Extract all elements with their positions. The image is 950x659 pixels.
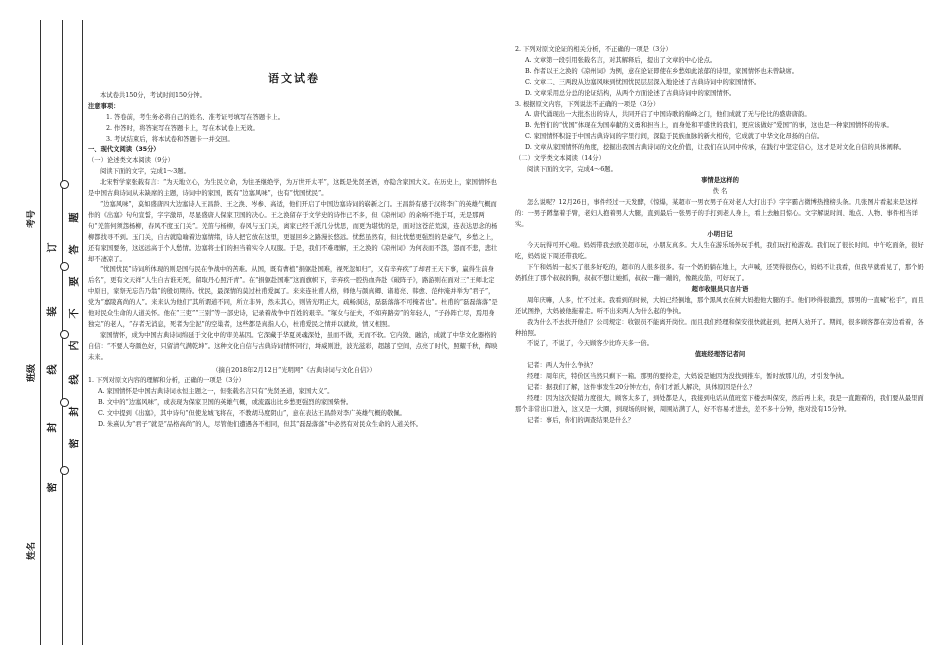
binding-hole-icon — [60, 330, 69, 339]
reading-instruction: 阅读下面的文字，完成4～6题。 — [527, 165, 617, 173]
exam-intro: 本试卷共150分，考试时间150分钟。 — [100, 91, 206, 99]
exam-title: 语文试卷 — [268, 72, 320, 85]
binding-hole-icon — [60, 466, 69, 475]
question: 3. 根据原文内容，下列说法不正确的一项是（3分） — [515, 100, 660, 108]
question-option: A. 家国情怀是中国古典诗词永恒主题之一，但张载名言只有“先贤圣道，家国大义”。 — [98, 388, 334, 396]
question-option: A. 唐代涌现出一大批杰出的诗人，共同开启了中国诗歌的巅峰之门，他们成就了无与伦比的盛唐唐韵。 — [525, 111, 811, 119]
question-option: B. 文中的“边塞风味”，或表现为保家卫国的英雄气概，或流露出比乡愁更强烈的家国柴誉。 — [98, 399, 353, 407]
question: 2. 下列对原文论证的相关分析，不正确的一项是（3分） — [515, 46, 672, 53]
story-title: 事情是这样的 — [701, 176, 739, 184]
cut-char: 线 — [47, 364, 59, 375]
cut-char: 密 — [47, 482, 59, 493]
notes-heading: 注意事项： — [88, 102, 120, 110]
passage-paragraph: 北宋哲学家张载有言：“为天地立心，为生民立命，为往圣继绝学，为万世开太平”，这既是先贤圣语，亦隐含家国大义。在历史上，家国情怀也是中国古典诗词从未缺席的主题，诗词中的家国，既有“边塞风味”，也有“忧国忧民”。 — [88, 179, 497, 198]
margin-line — [40, 20, 41, 645]
story-paragraph: 经理：周年庆，特价区当然只剩下一箱。那男的要拎走，大妈说是她因为没找到推车，暂时放那儿的，才引发争执。 — [527, 373, 849, 381]
left-column — [88, 38, 500, 431]
binding-hole-icon — [60, 398, 69, 407]
diary-heading: 小明日记 — [707, 231, 733, 239]
question-option: C. 文中提到《出塞》，其中诗句“但使龙城飞将在，不教胡马度阴山”，意在表达王昌龄对李广英雄气概的敬佩。 — [98, 410, 406, 418]
seal-char: 密 — [69, 438, 81, 449]
story-author: 佚 名 — [712, 187, 728, 195]
story-paragraph: 记者：两人为什么争执？ — [527, 362, 597, 370]
passage-paragraph: “边塞风味”，莫如盛唐四大边塞诗人王昌龄、王之涣、岑参、高适，他们开启了中国边塞诗词的崭新之门。王昌龄有感于汉将李广的英雄气概而作的《出塞》句句宣誓，字字激昂，尽显盛唐人保家卫国的决心。王之涣留存于文学史的诗作已不多，但《凉州词》的余响不绝于耳，无是那两句“羌笛何须怨杨柳，春风不度玉门关”。羌笛与杨柳，春风与玉门关，离家已经千派几分忧思，而更为堪忧的是，面对这苍茫荒漠，连表达思念的杨柳都找寻不到。玉门关，自古就隐喻着边塞情绪，诗人把它放在这里，更显回乡之路漫长悠远。忧愁虽然有，但比忧愁更强烈的是豪气，乡愁之上，还有家国要务，这远远高于个人愁情。边塞将士们的担当着实令人叹服。于是，我们不难理解，王之涣的《凉州词》为何表而不怨，怨而不悲，悲壮却不凄凉了。 — [88, 200, 498, 263]
question-option: A. 文章第一段引用张载名言，对其解释后，提出了文章的中心论点。 — [525, 56, 717, 64]
clerk-heading: 超市收银员只言片语 — [691, 285, 749, 293]
seal-char: 线 — [69, 374, 81, 385]
story-paragraph: 记者：事后，你们的调查结果是什么？ — [527, 416, 635, 424]
story-paragraph: 下午和妈妈一起买了很多好吃的，超市的人很多很多。有一个奶奶躺在地上，大声喊，还哭得很伤心，妈妈不让我看，但我早就看见了，那个奶奶抓住了那个叔叔的胸，叔叔不想让她抓，叔叔一蹦一蹦的，像跳皮筋，可好玩了。 — [515, 264, 924, 283]
passage-paragraph: 家国情怀，成为中国古典诗词绵延于文化中的审美基因。它深藏于华夏灵魂深处，虽而不做，无而不软。它内敛、融洽，成就了中华文化器格的自信：“不要人夸颜色好，只留清气满乾坤”。这种文化自信与古典诗词情怀同行，埓威则进，波光滋彩，超越了空间，点亮了时代，照耀千秋，辉映未来。 — [88, 331, 498, 361]
note-item: 1. 答卷前，考生务必将自己的姓名、准考证号填写在答题卡上。 — [106, 113, 285, 121]
question-option: D. 朱熹认为“君子”就是“品格高尚”的人，尽管他们遭遇各不相同，但其“磊磊落落”中必然有对民众生命的人道关怀。 — [98, 421, 423, 429]
class-label: 班级 — [27, 363, 37, 382]
cut-char: 订 — [47, 242, 59, 253]
binding-hole-icon — [60, 180, 69, 189]
right-column — [515, 45, 925, 427]
manager-heading: 值班经理答记者问 — [694, 351, 746, 359]
exam-number-label: 考号 — [27, 209, 37, 228]
question-option: B. 作者以王之涣的《凉州词》为例，意在论证即使在乡愁如此浓郁的诗里，家国情怀也未曾缺席。 — [525, 67, 799, 75]
story-paragraph: 怎么说呢？12月26日，事件经过一天发酵，《惊爆，某超市一男衣男子在对老人大打出手》字字霸占微博热搜榜头条。几张图片看起来是这样的：一男子蹲靠着手臂，老妇人抱着男人大腿，直到最后一张男子的手打到老人身上，看上去触目惊心。文字解说时间、地点、人物、事件相当详实。 — [515, 198, 918, 228]
seal-char: 题 — [69, 212, 81, 223]
story-paragraph: 我为什么不去扶开他们？公司规定：收银员不能离开岗位。而且我们经理和保安很快就赶到，把两人劝开了。期间，很多顾客都在旁边看着，各种拍照。 — [515, 318, 924, 337]
question-option: B. 先哲们的“忧国”体现在为国奉献的义勇和担当上，而身处和平盛世的我们，更应该做好“爱国”的事，这也是一种家国情怀的传承。 — [525, 122, 893, 130]
question-option: D. 文章采用总分总的论证结构，从两个方面论述了古典诗词中的家国情怀。 — [525, 89, 736, 97]
passage-source: （摘自2018年2月12日“光明网”《古典诗词与文化自信》） — [212, 366, 376, 374]
cut-char: 装 — [47, 306, 59, 317]
story-paragraph: 经理：因为这次促销力度很大，顾客太多了，到处都是人，我接到电话从值班室下楼去叫保安，然后再上来，我是一直跑着的，我们要从最里面那个非常出口进入，这又是一大圈，到现场的时候，周围站满了人，好不容易才进去，差不多十分钟，绝对没有15分钟。 — [515, 395, 924, 413]
story-paragraph: 记者：据我们了解，这件事发生20分钟左右，你们才派人解决，具体原因是什么？ — [527, 384, 756, 392]
subsection-heading: （一）论述类文本阅读（9分） — [88, 157, 174, 165]
question-option: C. 文章二、三两段从边塞风味到忧国忧民层层深入地论述了古典诗词中的家国情怀。 — [525, 78, 761, 86]
name-label: 姓名 — [27, 541, 37, 560]
story-paragraph: 不说了，不说了，今天顾客少比昨天多一倍。 — [527, 340, 653, 348]
question: 1. 下列对原文内容的理解和分析，正确的一项是（3分） — [88, 377, 245, 385]
margin-line — [82, 20, 83, 645]
note-item: 2. 作答时，将答案写在答题卡上，写在本试卷上无效。 — [106, 124, 259, 132]
seal-char: 答 — [69, 244, 81, 255]
seal-char: 不 — [69, 308, 81, 319]
cut-char: 封 — [47, 422, 59, 433]
seal-char: 内 — [69, 340, 81, 351]
section-heading: 一、现代文阅读（35分） — [88, 146, 160, 154]
reading-instruction: 阅读下面的文字，完成1～3题。 — [100, 168, 190, 176]
binding-hole-icon — [60, 262, 69, 271]
question-option: D. 文章从家国情怀的角度，挖掘出我国古典诗词的文化价值，让我们在认同中传承，在践行中坚定信心，这才是对文化自信的具体阐释。 — [525, 144, 906, 152]
story-paragraph: 今天玩得可开心啦。妈妈带我去欧美超市玩，小朋友真多。大人生在游乐场外玩手机，我们玩打枪游戏。我们玩了很长时间。中午吃面条，很好吃，妈妈说下周还带我吃。 — [515, 242, 924, 261]
note-item: 3. 考试结束后，将本试卷和答题卡一并交回。 — [106, 135, 234, 143]
question-option: C. 家国情怀积淀于中国古典诗词的字里行间，深隐于民族血脉的新火相传，它成就了中华文化昂扬的自信。 — [525, 133, 824, 141]
story-paragraph: 周年庆嘛，人多，忙不过来。我看到的时候，大妈已经倒地，那个黑风衣在树大妈抱他大腿的手。他们吵得很激烈，那男的一直喊“松手”，而且还试图挣，大妈被他拖着走。听不出来两人为什么起的争执。 — [515, 296, 924, 315]
seal-char: 封 — [69, 406, 81, 417]
seal-char: 要 — [69, 276, 81, 287]
subsection-heading: （二）文学类文本阅读（14分） — [515, 155, 605, 163]
passage-paragraph: “忧国忧民”诗词所体现的则是国与民在争战中的苦难。从国，既有曹植“捐躯赴国难，视死忽如归”，又有辛弃疾“了却君王天下事，赢得生前身后名”，更有文天祥“人生自古谁无死，留取丹心照汗青”。在“捐躯赴国难”这面旗帜下，辛弃疾一腔热血奔赴《破阵子》，路游则在面对三“王师北定中原日，家祭无忘告乃翁”的殷切期待。忧民，最深情的莫过杜甫爱属了。来来连社甫人格，师他与颜真卿、诸葛亮、韩愈、范仲淹并举为“君子”，党为“嘉陵髙尚的人”。来来认为他们“其所谓道不同，所立非异，然未其心，则皆光明正大，疏畅洞达，磊磊落落不可掩者也”。杜甫的“磊磊落落”是他对民众生命的人道关怀。他在“三吏”“三别”等一部史诗，记录着战争中百姓的艰辛。“塚女与征夫，不如弃路旁”的年轻人，“子孙阵亡尽，焉用身独完”的老人，“存者无消息，死者为尘泥”的空巢者，这些都是真指人心，杜甫爱民之情并以就故，情又相照。 — [88, 266, 498, 328]
